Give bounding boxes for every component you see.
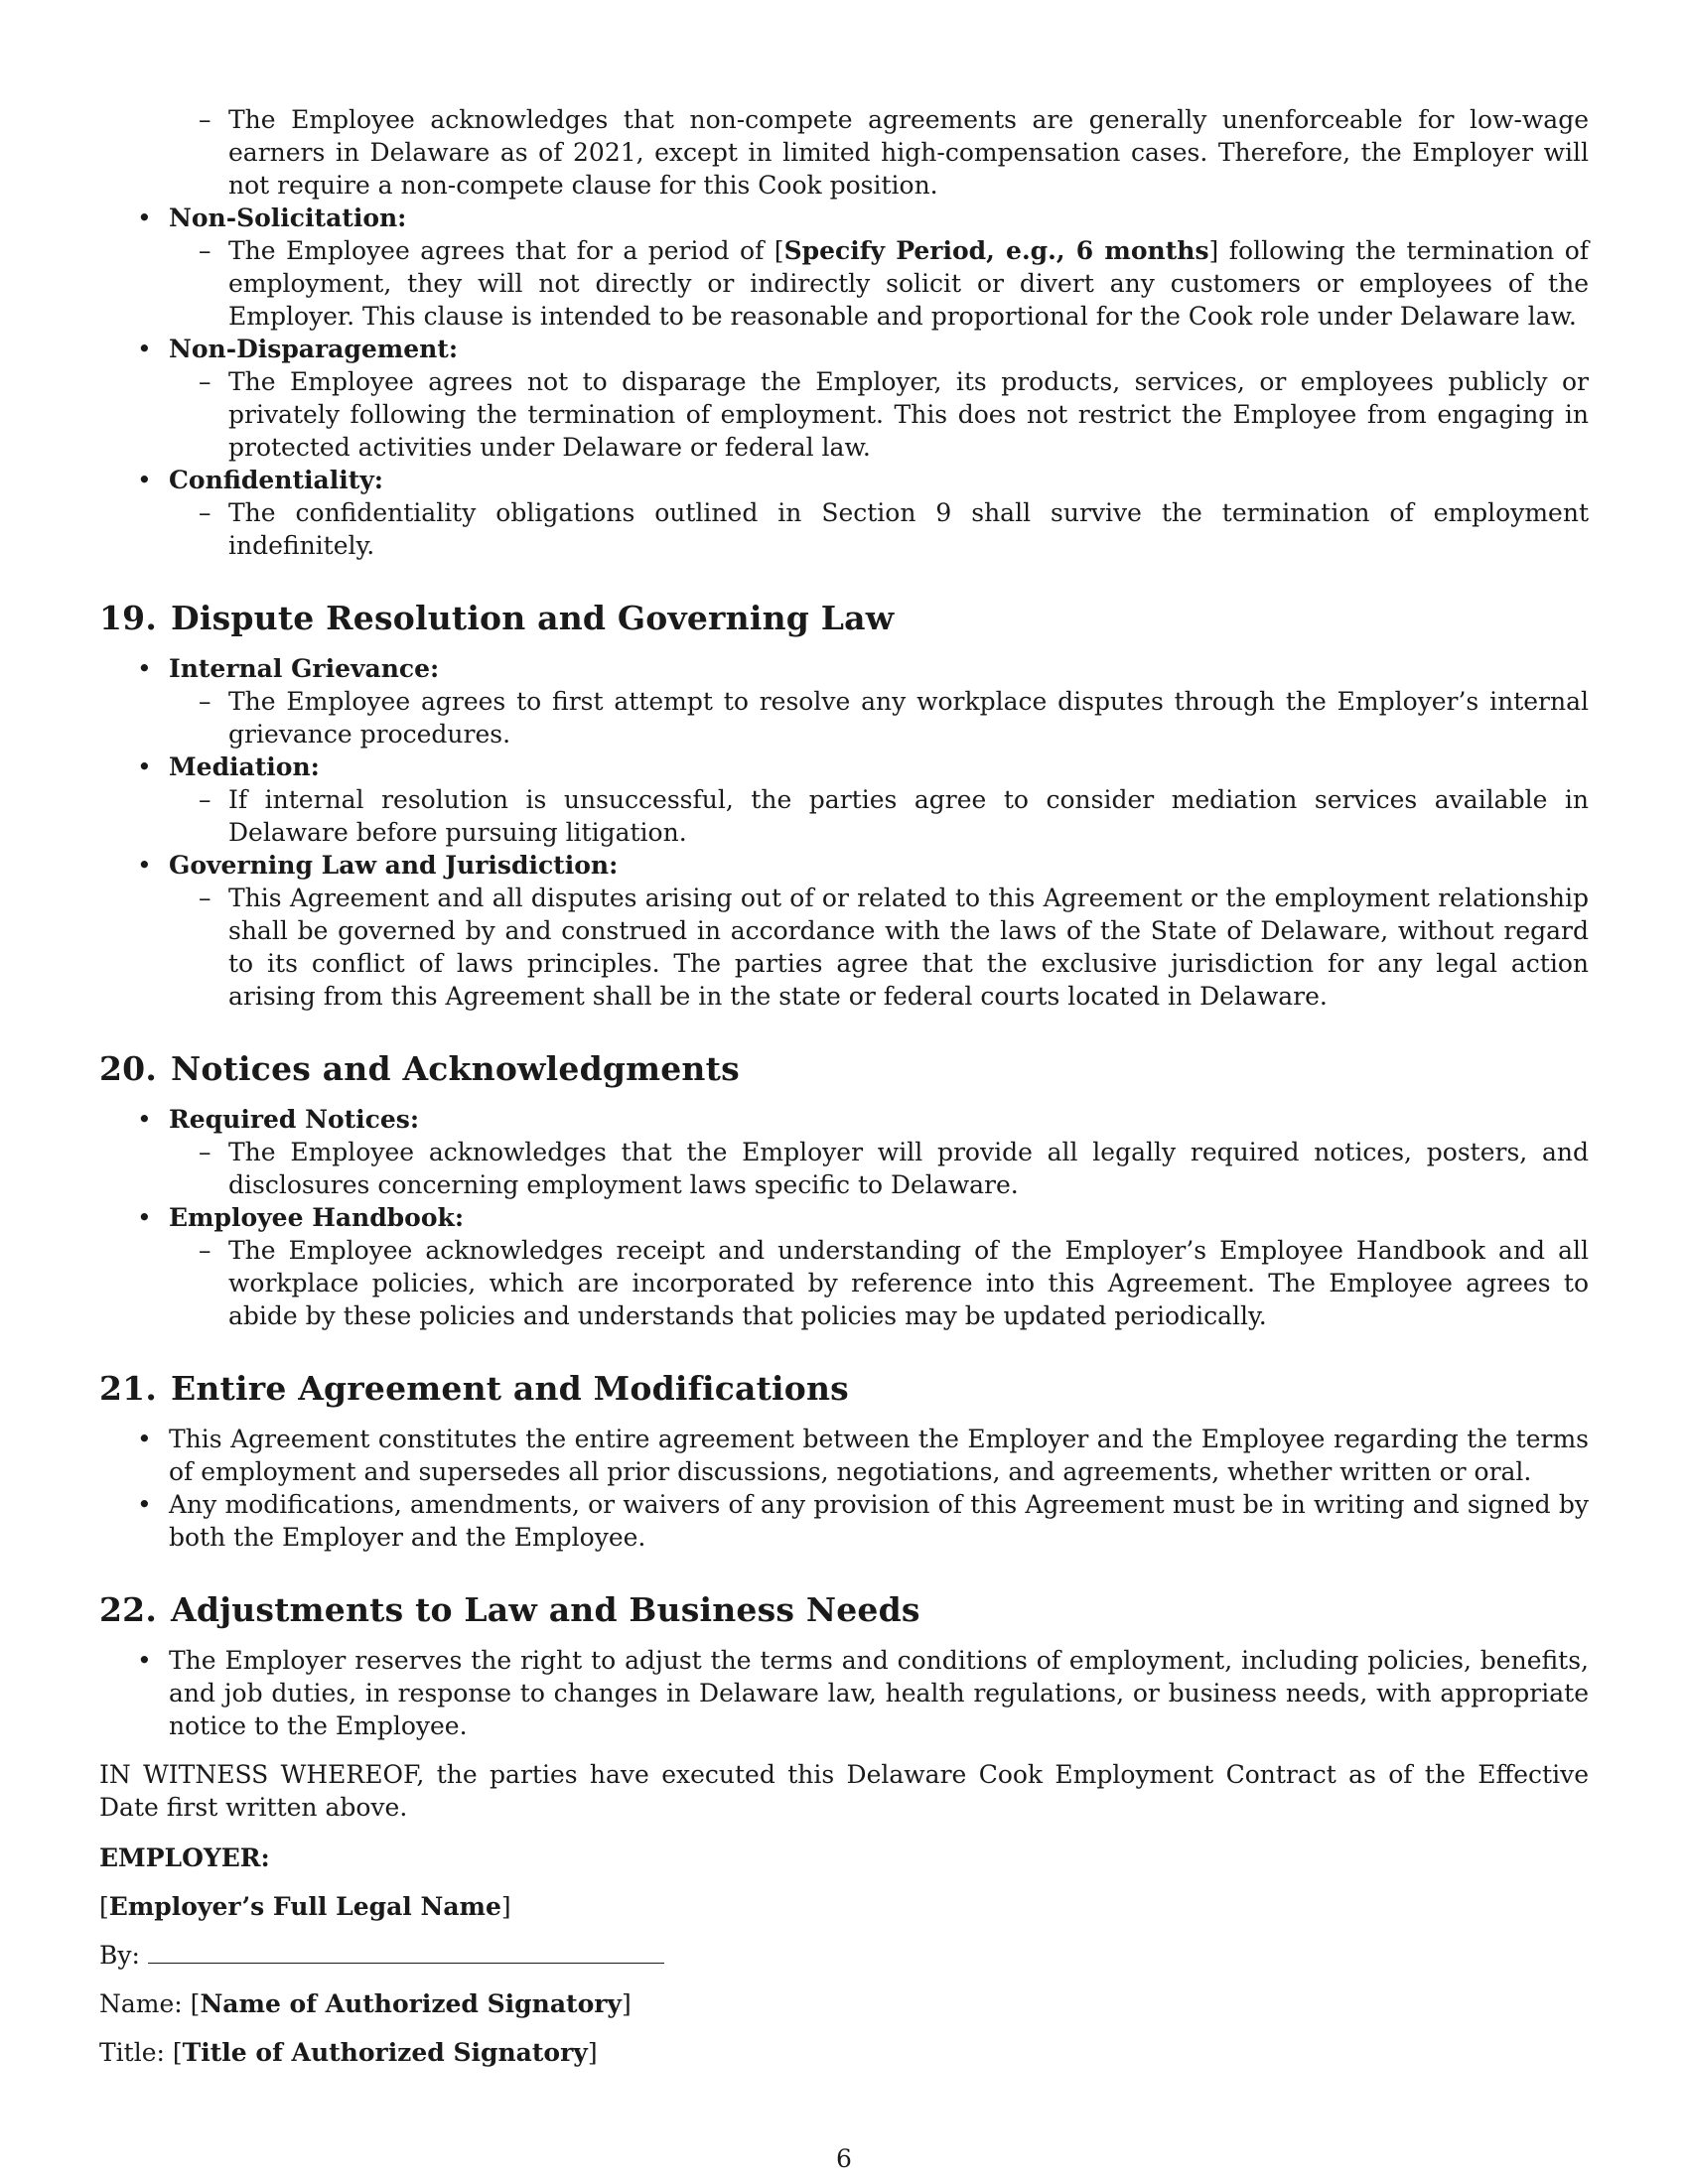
document-page (99, 103, 1589, 2069)
bullet-text: This Agreement constitutes the entire agreement between the Employer and the Employee regarding the terms of employment and supersedes all prior discussions, negotiations, and agreements, whether written or oral. (169, 1425, 1589, 1486)
sub-item-text: The confidentiality obligations outlined in Section 9 shall survive the termination of employment indefinitely. (228, 498, 1589, 560)
bullet-label: Required Notices: (169, 1105, 420, 1134)
section-number: 19. (99, 599, 158, 637)
bullet-marker: • (137, 851, 152, 880)
sub-item (99, 103, 1589, 202)
bullet-item (99, 1103, 1589, 1136)
sub-item-text: The Employee agrees to first attempt to resolve any workplace disputes through the Employer’s internal grievance procedures. (228, 687, 1589, 749)
bullet-marker: • (137, 1105, 152, 1134)
dash-marker: – (199, 367, 211, 396)
bullet-label: Internal Grievance: (169, 654, 440, 683)
dash-marker: – (199, 1236, 211, 1265)
witness-paragraph: IN WITNESS WHEREOF, the parties have executed this Delaware Cook Employment Contract as of the Effective Date first written above. (99, 1760, 1589, 1822)
signatory-name-placeholder: Name of Authorized Signatory (200, 1989, 622, 2018)
section-number: 20. (99, 1049, 158, 1088)
bullet-text: Any modifications, amendments, or waivers of any provision of this Agreement must be in writing and signed by both the Employer and the Employee. (169, 1490, 1589, 1552)
section-heading-19 (99, 599, 1589, 638)
bullet-item (99, 1423, 1589, 1488)
by-label: By: (99, 1941, 140, 1970)
sub-item (99, 882, 1589, 1013)
bullet-marker: • (137, 1425, 152, 1453)
section-heading-20 (99, 1049, 1589, 1089)
sub-item (99, 365, 1589, 464)
bullet-item (99, 751, 1589, 783)
title-label: Title: (99, 2038, 165, 2067)
employer-name-placeholder: Employer’s Full Legal Name (108, 1892, 501, 1921)
dash-marker: – (199, 236, 211, 265)
bullet-label: Non-Solicitation: (169, 204, 407, 232)
signatory-title-placeholder: Title of Authorized Signatory (182, 2038, 588, 2067)
section-title: Adjustments to Law and Business Needs (171, 1590, 920, 1629)
section-title: Dispute Resolution and Governing Law (171, 599, 895, 637)
bullet-marker: • (137, 204, 152, 232)
employer-legal-name: [Employer’s Full Legal Name] (99, 1892, 511, 1921)
bullet-label: Non-Disparagement: (169, 335, 459, 363)
sub-item-text: The Employee agrees not to disparage the Employer, its products, services, or employees publicly or privately following the termination of employment. This does not restrict the Employee from engaging in protected activities under Delaware or federal law. (228, 367, 1589, 462)
signature-by-line (99, 1939, 1589, 1972)
signatory-title-line: Title: [Title of Authorized Signatory] (99, 2038, 598, 2067)
bullet-item (99, 652, 1589, 685)
page-number: 6 (836, 2144, 852, 2173)
sub-item-text: This Agreement and all disputes arising out of or related to this Agreement or the employment relationship shall be governed by and construed in accordance with the laws of the State of Delaware, without regard to its conflict of laws principles. The parties agree that the exclusive jurisdiction for any legal action arising from this Agreement shall be in the state or federal courts located in Delaware. (228, 884, 1589, 1011)
sub-item-text: The Employee acknowledges that the Employer will provide all legally required notices, posters, and disclosures concerning employment laws specific to Delaware. (228, 1138, 1589, 1199)
bullet-item (99, 202, 1589, 234)
signature-rule (148, 1941, 664, 1964)
dash-marker: – (199, 105, 211, 134)
sub-item (99, 783, 1589, 849)
bullet-marker: • (137, 1203, 152, 1232)
bullet-marker: • (137, 335, 152, 363)
dash-marker: – (199, 884, 211, 912)
name-label: Name: (99, 1989, 183, 2018)
bullet-label: Confidentiality: (169, 466, 384, 494)
bullet-item (99, 464, 1589, 496)
sub-item-text: If internal resolution is unsuccessful, the parties agree to consider mediation services available in Delaware before pursuing litigation. (228, 785, 1589, 847)
dash-marker: – (199, 1138, 211, 1166)
sub-item (99, 1136, 1589, 1201)
sub-item-text-suffix: ] following the termination of employment, they will not directly or indirectly solicit or divert any customers or employees of the Employer. This clause is intended to be reasonable and proportional for the Cook role under Delaware law. (228, 236, 1590, 331)
bullet-label: Employee Handbook: (169, 1203, 465, 1232)
bullet-item (99, 1201, 1589, 1234)
sub-item (99, 234, 1589, 333)
section-title: Entire Agreement and Modifications (171, 1369, 849, 1408)
placeholder-period: Specify Period, e.g., 6 months (783, 236, 1209, 265)
sub-item-text: The Employee acknowledges that non-compete agreements are generally unenforceable for low-wage earners in Delaware as of 2021, except in limited high-compensation cases. Therefore, the Employer will not require a non-compete clause for this Cook position. (228, 105, 1589, 200)
dash-marker: – (199, 687, 211, 716)
bullet-marker: • (137, 1646, 152, 1675)
bullet-marker: • (137, 654, 152, 683)
dash-marker: – (199, 785, 211, 814)
bullet-label: Mediation: (169, 752, 320, 781)
section-heading-22 (99, 1590, 1589, 1630)
bullet-item (99, 1644, 1589, 1742)
bullet-text: The Employer reserves the right to adjust the terms and conditions of employment, including policies, benefits, and job duties, in response to changes in Delaware law, health regulations, or business needs, with appropriate notice to the Employee. (169, 1646, 1589, 1740)
sub-item (99, 496, 1589, 562)
bullet-label: Governing Law and Jurisdiction: (169, 851, 619, 880)
sub-item (99, 685, 1589, 751)
section-heading-21 (99, 1369, 1589, 1409)
bullet-item (99, 849, 1589, 882)
section-number: 21. (99, 1369, 158, 1408)
sub-item-text-prefix: The Employee agrees that for a period of [ (228, 236, 784, 265)
sub-item-text: The Employee acknowledges receipt and understanding of the Employer’s Employee Handbook and all workplace policies, which are incorporated by reference into this Agreement. The Employee agrees to abide by these policies and understands that policies may be updated periodically. (228, 1236, 1589, 1330)
bullet-marker: • (137, 466, 152, 494)
sub-item (99, 1234, 1589, 1332)
bullet-marker: • (137, 1490, 152, 1519)
bullet-marker: • (137, 752, 152, 781)
bullet-item (99, 1488, 1589, 1554)
bullet-item (99, 333, 1589, 365)
signature-heading (99, 1842, 1589, 1874)
employer-heading: EMPLOYER: (99, 1843, 270, 1872)
dash-marker: – (199, 498, 211, 527)
signatory-name-line: Name: [Name of Authorized Signatory] (99, 1989, 632, 2018)
section-number: 22. (99, 1590, 158, 1629)
section-title: Notices and Acknowledgments (171, 1049, 740, 1088)
